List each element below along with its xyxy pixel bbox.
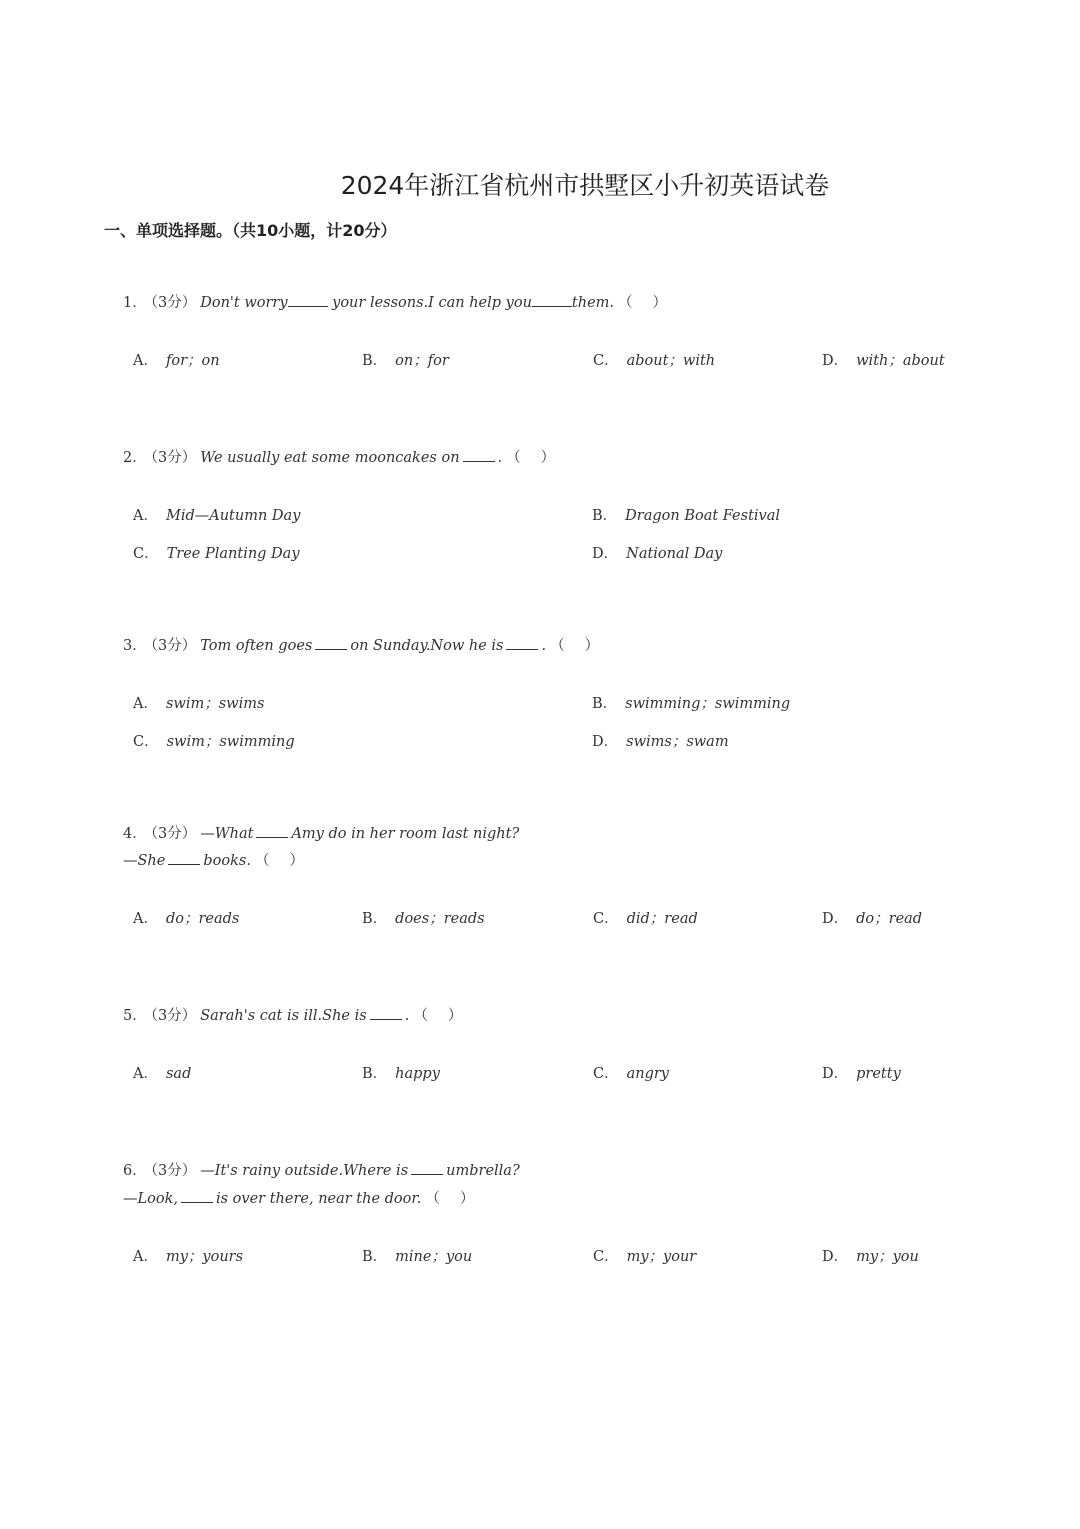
- option-text: on；for: [395, 353, 449, 369]
- question-text: them.: [571, 295, 615, 311]
- question-text: —She: [123, 853, 166, 869]
- question-6: [123, 1159, 520, 1180]
- option-letter: D．: [822, 911, 849, 927]
- option-text: does；reads: [395, 911, 485, 927]
- option-c: [133, 730, 295, 751]
- answer-paren-close: ）: [459, 1191, 475, 1207]
- option-letter: C．: [593, 1066, 619, 1082]
- answer-paren-open: （: [425, 1191, 440, 1207]
- option-b: [592, 504, 780, 525]
- option-text: happy: [395, 1066, 440, 1082]
- option-c: [593, 349, 715, 370]
- option-text: swim；swimming: [166, 734, 295, 750]
- option-c: [133, 542, 300, 563]
- option-letter: C．: [593, 353, 619, 369]
- answer-blank: [168, 852, 200, 865]
- option-letter: C．: [133, 546, 159, 562]
- answer-paren-open: （: [550, 638, 565, 654]
- question-text: on Sunday.Now he is: [350, 638, 504, 654]
- option-text: pretty: [856, 1066, 901, 1082]
- option-text: swims；swam: [626, 734, 729, 750]
- option-letter: D．: [822, 1066, 849, 1082]
- option-letter: C．: [593, 911, 619, 927]
- option-a: [133, 692, 264, 713]
- option-b: [592, 692, 790, 713]
- question-3: [123, 634, 599, 655]
- option-text: swim；swims: [165, 696, 265, 712]
- answer-paren-close: ）: [447, 1008, 463, 1024]
- option-text: with；about: [856, 353, 945, 369]
- option-b: [362, 1062, 440, 1083]
- question-text: Amy do in her room last night?: [291, 826, 520, 842]
- option-text: did；read: [626, 911, 698, 927]
- answer-paren-close: ）: [540, 450, 556, 466]
- question-5: [123, 1004, 462, 1025]
- answer-blank: [315, 637, 347, 650]
- answer-blank: [506, 637, 538, 650]
- answer-blank: [288, 294, 328, 307]
- option-a: [133, 1245, 243, 1266]
- question-4-line-2: [123, 849, 304, 870]
- option-letter: B．: [362, 1249, 388, 1265]
- question-2: [123, 446, 555, 467]
- page-title: 2024年浙江省杭州市拱墅区小升初英语试卷: [340, 171, 830, 200]
- question-points: （3分）: [150, 295, 197, 311]
- question-text: .: [497, 450, 503, 466]
- answer-paren-open: （: [254, 853, 270, 869]
- option-text: sad: [165, 1066, 192, 1082]
- option-text: for；on: [165, 353, 220, 369]
- option-c: [593, 907, 698, 928]
- option-letter: A．: [133, 353, 158, 369]
- section-heading: 一、单项选择题。（共10小题，计20分）: [104, 221, 397, 240]
- answer-blank: [370, 1007, 402, 1020]
- answer-paren-open: （: [618, 295, 633, 311]
- answer-paren-open: （: [413, 1008, 428, 1024]
- option-d: [592, 730, 729, 751]
- question-points: （3分）: [150, 1163, 197, 1179]
- option-letter: A．: [133, 1249, 158, 1265]
- option-b: [362, 907, 485, 928]
- question-points: （3分）: [150, 450, 197, 466]
- option-letter: B．: [362, 911, 388, 927]
- option-a: [133, 907, 239, 928]
- option-letter: D．: [822, 1249, 849, 1265]
- question-text: —What: [200, 826, 254, 842]
- option-text: about；with: [626, 353, 716, 369]
- question-number: 6．: [123, 1163, 147, 1179]
- option-d: [822, 1245, 919, 1266]
- question-text: .: [404, 1008, 410, 1024]
- option-text: my；you: [856, 1249, 919, 1265]
- question-number: 2．: [123, 450, 147, 466]
- answer-blank: [411, 1162, 443, 1175]
- option-text: my；your: [626, 1249, 697, 1265]
- question-text: is over there, near the door.: [215, 1191, 422, 1207]
- question-text: your lessons.I can help you: [327, 295, 532, 311]
- option-text: Mid—Autumn Day: [165, 508, 301, 524]
- question-1: [123, 291, 667, 312]
- option-c: [593, 1245, 696, 1266]
- question-number: 5．: [123, 1008, 147, 1024]
- question-points: （3分）: [150, 1008, 197, 1024]
- option-letter: A．: [133, 508, 158, 524]
- option-text: my；yours: [165, 1249, 244, 1265]
- answer-blank: [256, 825, 288, 838]
- option-letter: A．: [133, 1066, 158, 1082]
- question-points: （3分）: [150, 638, 197, 654]
- option-text: do；reads: [165, 911, 240, 927]
- question-text: —Look,: [123, 1191, 178, 1207]
- answer-paren-close: ）: [289, 853, 304, 869]
- answer-paren-close: ）: [584, 638, 600, 654]
- option-letter: A．: [133, 911, 158, 927]
- question-text: —It's rainy outside.Where is: [200, 1163, 409, 1179]
- option-c: [593, 1062, 669, 1083]
- option-a: [133, 1062, 191, 1083]
- option-d: [822, 349, 945, 370]
- option-letter: D．: [822, 353, 849, 369]
- option-text: Tree Planting Day: [166, 546, 300, 562]
- question-number: 4．: [123, 826, 147, 842]
- answer-blank: [532, 294, 572, 307]
- question-text: We usually eat some mooncakes on: [200, 450, 460, 466]
- option-letter: B．: [362, 353, 388, 369]
- option-d: [822, 907, 922, 928]
- option-letter: D．: [592, 546, 619, 562]
- option-letter: B．: [362, 1066, 388, 1082]
- option-a: [133, 349, 220, 370]
- option-a: [133, 504, 300, 525]
- question-text: umbrella?: [446, 1163, 520, 1179]
- answer-blank: [181, 1190, 213, 1203]
- answer-paren-close: ）: [652, 295, 668, 311]
- question-number: 1．: [123, 295, 147, 311]
- question-number: 3．: [123, 638, 147, 654]
- question-text: books.: [203, 853, 251, 869]
- option-letter: D．: [592, 734, 619, 750]
- option-b: [362, 1245, 472, 1266]
- option-letter: B．: [592, 696, 618, 712]
- option-text: mine；you: [395, 1249, 473, 1265]
- option-text: National Day: [626, 546, 723, 562]
- question-6-line-2: [123, 1187, 474, 1208]
- option-text: do；read: [856, 911, 923, 927]
- question-text: Tom often goes: [200, 638, 313, 654]
- option-d: [822, 1062, 901, 1083]
- option-letter: A．: [133, 696, 158, 712]
- option-text: Dragon Boat Festival: [625, 508, 781, 524]
- option-b: [362, 349, 449, 370]
- question-text: Sarah's cat is ill.She is: [200, 1008, 367, 1024]
- answer-paren-open: （: [506, 450, 521, 466]
- question-text: .: [541, 638, 547, 654]
- option-d: [592, 542, 722, 563]
- option-letter: B．: [592, 508, 618, 524]
- answer-blank: [463, 449, 495, 462]
- question-text: Don't worry: [200, 295, 288, 311]
- option-letter: C．: [593, 1249, 619, 1265]
- option-text: angry: [626, 1066, 669, 1082]
- question-4: [123, 822, 519, 843]
- option-letter: C．: [133, 734, 159, 750]
- option-text: swimming；swimming: [625, 696, 791, 712]
- question-points: （3分）: [150, 826, 197, 842]
